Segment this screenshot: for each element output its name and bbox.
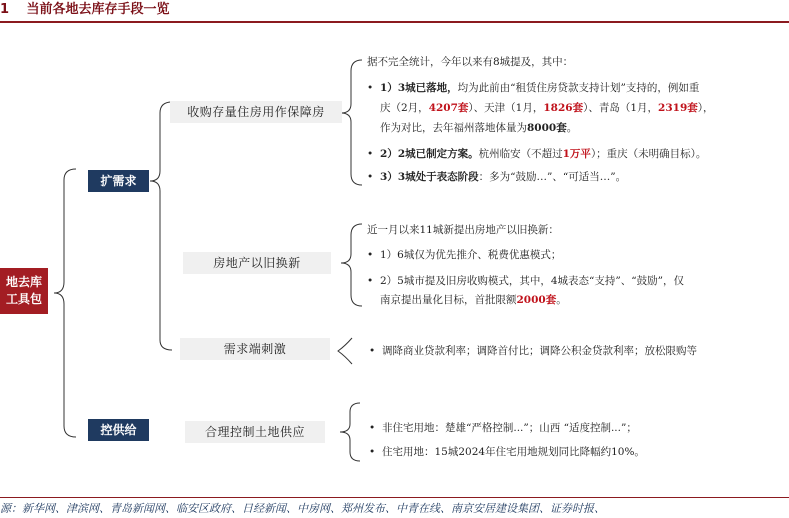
figure-number: 1 (0, 2, 10, 17)
acquire-point-1 (380, 78, 785, 98)
root-label-line2: 工具包 (5, 292, 42, 306)
acquire-p1-value-fuzhou: 8000套 (527, 122, 567, 134)
sub-acquire-housing: 收购存量住房用作保障房 (170, 101, 342, 123)
stimulus-brace (338, 338, 352, 364)
acquire-point-3 (380, 167, 785, 187)
footer-rule (0, 497, 789, 498)
acquire-point-2 (380, 144, 785, 164)
acquire-p1-value-chongqing: 4207套 (428, 102, 469, 114)
land-brace (340, 403, 360, 461)
tradein-p2-value: 2000套 (516, 294, 557, 306)
root-label-line1: 地去库 (5, 275, 42, 289)
acquire-p1-value-tianjin: 1826套 (543, 102, 584, 114)
acquire-p1-l2a: 庆（2月， (380, 102, 429, 114)
acquire-p1-value-qingdao: 2319套 (658, 102, 698, 114)
acquire-p2-value: 1万平 (562, 148, 591, 160)
acquire-p1-l3b: 。 (566, 122, 578, 134)
source-note: 源：新华网、津滨网、青岛新闻网、临安区政府、日经新闻、中房网、郑州发布、中青在线、南京安居建设集团、证券时报、 (0, 502, 605, 515)
tradein-p2-text: 南京提出量化目标，首批限额 (380, 294, 517, 306)
tradein-point-2-line2 (380, 290, 785, 310)
acquire-p2-text-b: ）；重庆（未明确目标）。 (590, 148, 707, 160)
land-point-2: • 住宅用地：15城2024年住宅用地规划同比降幅约10%。 (382, 442, 645, 462)
branch-control-supply: 控供给 (88, 419, 149, 441)
acquire-point-1-line3 (380, 118, 785, 138)
acquire-p1-l2c: ）、青岛（1月， (583, 102, 659, 114)
tradein-intro: 近一月以来11城新提出房地产以旧换新： (367, 224, 559, 236)
acquire-p1-head: 3城已落地， (397, 82, 458, 94)
root-node (0, 268, 48, 314)
land-point-1: • 非住宅用地：楚雄“严格控制...”；山西 “适度控制...”； (382, 418, 637, 438)
acquire-p1-l2b: ）、天津（1月， (468, 102, 544, 114)
acquire-p2-num: 2） (380, 148, 398, 160)
tradein-brace (341, 224, 362, 306)
sub-demand-stimulus: 需求端刺激 (180, 338, 330, 360)
acquire-p3-head: 3城处于表态阶段 (397, 171, 479, 183)
expand-brace (150, 102, 172, 350)
branch-expand-demand: 扩需求 (88, 170, 149, 192)
acquire-p1-l3a: 作为对比，去年福州落地体量为 (380, 122, 527, 134)
acquire-point-1-line2 (380, 98, 785, 118)
stimulus-point-1: • 调降商业贷款利率；调降首付比；调降公积金贷款利率；放松限购等 (382, 341, 697, 361)
root-brace (54, 169, 76, 437)
acquire-p2-text-a: 杭州临安（不超过 (478, 148, 563, 160)
figure-title-text: 当前各地去库存手段一览 (26, 2, 170, 17)
sub-trade-in: 房地产以旧换新 (183, 252, 331, 274)
acquire-p1-l2d: ）， (697, 102, 714, 114)
tradein-point-1: • 1）6城仅为优先推介、税费优惠模式； (380, 245, 561, 265)
acquire-p1-num: 1） (380, 82, 398, 94)
acquire-p3-num: 3） (380, 171, 398, 183)
tradein-point-2: • 2）5城市提及旧房收购模式，其中，4城表态“支持”、“鼓励”，仅 (380, 271, 785, 291)
sub-land-supply: 合理控制土地供应 (185, 421, 325, 443)
acquire-p2-head: 2城已制定方案。 (397, 148, 479, 160)
acquire-brace (341, 60, 362, 185)
acquire-p1-text: 均为此前由“租赁住房贷款支持计划”支持的，例如重 (457, 82, 700, 94)
acquire-intro: 据不完全统计，今年以来有8城提及，其中： (367, 56, 574, 68)
tradein-p2-end: 。 (556, 294, 567, 306)
acquire-p3-text: ：多为“鼓励…”、“可适当…”。 (478, 171, 627, 183)
